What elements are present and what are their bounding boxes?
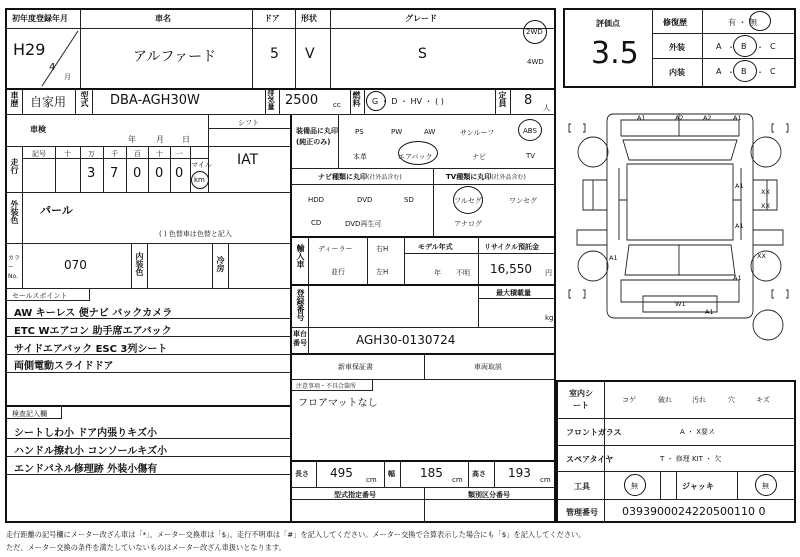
cooler-label: 冷房 <box>216 256 225 272</box>
notes-value: フロアマットなし <box>298 398 378 409</box>
svg-text:A2: A2 <box>703 114 712 122</box>
drive-2wd: 2WD <box>526 28 543 36</box>
interior-label: 内装 <box>669 68 685 77</box>
score-value: 3.5 <box>591 36 639 71</box>
repair-selected-circle <box>749 11 771 31</box>
displacement-label: 排気量 <box>267 89 275 110</box>
equipment-label: 装備品に丸印(純正のみ) <box>296 127 338 146</box>
inspector-line-3: エンドパネル修理跡 外装小傷有 <box>14 464 158 475</box>
height-unit: cm <box>540 476 551 484</box>
type-label: 型式 <box>80 91 89 107</box>
svg-text:A1: A1 <box>609 254 618 262</box>
month-value: 4 <box>49 62 56 73</box>
grade-label: グレード <box>405 14 437 23</box>
svg-text:A1: A1 <box>705 308 714 316</box>
front-glass-value: A ・ X要ス <box>680 428 716 436</box>
nav-header-sub: (社外品含む) <box>367 174 402 181</box>
nav-header <box>318 172 402 182</box>
seat-item-scratch: キズ <box>756 396 770 404</box>
width-label: 幅 <box>388 470 395 478</box>
interior-a: A <box>716 67 722 76</box>
nav-hdd: HDD <box>308 196 325 204</box>
equip-leather: 本革 <box>353 153 367 161</box>
import-parallel: 並行 <box>331 268 345 276</box>
equip-navi: ナビ <box>472 153 486 161</box>
equip-pw: PW <box>391 128 403 136</box>
repair-label: 修復歴 <box>663 18 687 27</box>
tv-header <box>446 172 526 182</box>
exterior-c: C <box>770 42 776 51</box>
door-label: ドア <box>264 14 280 23</box>
shift-value: IAT <box>237 152 259 168</box>
mileage-digit-4: 0 <box>175 166 184 181</box>
width-unit: cm <box>452 476 463 484</box>
seat-item-stain: 汚れ <box>692 396 706 404</box>
svg-text:A1: A1 <box>735 182 744 190</box>
mileage-header-4: 百 <box>134 150 141 158</box>
color-value: パール <box>40 204 73 217</box>
spare-tire-value: T ・ 修理 KIT ・ 欠 <box>660 455 722 463</box>
mgmt-value: 0393900024220500110 0 <box>622 505 766 518</box>
exterior-dot-1: ・ <box>727 43 735 52</box>
front-glass-label: フロントガラス <box>566 428 622 437</box>
reg-label: 登録番号 <box>296 289 305 321</box>
svg-text:XX: XX <box>761 188 770 196</box>
tools-label: 工具 <box>574 482 590 491</box>
interior-color-label: 内装色 <box>135 252 144 276</box>
sales-line-2: ETC Wエアコン 助手席エアバック <box>14 326 172 337</box>
nav-sd: SD <box>404 196 414 204</box>
import-dealer: ディーラー <box>318 245 353 253</box>
equip-aw: AW <box>424 128 436 136</box>
exterior-a: A <box>716 42 722 51</box>
car-damage-diagram <box>563 100 796 380</box>
year-value: H29 <box>13 40 46 59</box>
equip-sunroof: サンルーフ <box>460 129 495 137</box>
spare-tire-label: スペアタイヤ <box>566 455 614 464</box>
import-right-h: 右H <box>376 245 389 253</box>
interior-seat-label: 室内シート <box>569 389 593 410</box>
nav-cd: CD <box>311 219 322 227</box>
displacement-value: 2500 <box>285 93 319 108</box>
type-value: DBA-AGH30W <box>110 93 200 108</box>
recycle-label: リサイクル預託金 <box>484 243 540 251</box>
km-label: km <box>194 176 205 184</box>
model-name-label: 車名 <box>155 14 171 23</box>
max-load-unit: kg <box>545 314 554 322</box>
seat-item-tear: 破れ <box>658 396 672 404</box>
interior-b: B <box>741 67 747 76</box>
score-label: 評価点 <box>596 19 620 28</box>
mileage-digit-0: 3 <box>87 166 96 181</box>
model-year-unknown: 不明 <box>456 269 470 277</box>
shape-value: V <box>305 46 315 62</box>
model-name-value: アルファード <box>133 49 217 65</box>
sales-line-1: AW キーレス 便ナビ バックカメラ <box>14 308 173 319</box>
length-label: 長さ <box>295 470 309 478</box>
svg-text:A2: A2 <box>675 114 684 122</box>
color-no-label: カラーNo. <box>8 255 21 280</box>
mileage-digit-2: 0 <box>133 166 142 181</box>
tv-fullseg: フルセグ <box>454 197 482 205</box>
interior-dot-1: ・ <box>727 68 735 77</box>
sales-line-3: サイドエアバック ESC 3列シート <box>14 344 168 355</box>
sales-points-label: セールスポイント <box>12 292 68 300</box>
recycle-value: 16,550 <box>490 262 532 276</box>
warranty-label: 新車保証書 <box>338 363 373 371</box>
inspection-label: 車検 <box>30 125 46 134</box>
mileage-digit-3: 0 <box>155 166 164 181</box>
inspection-year-unit: 年 <box>128 135 136 144</box>
svg-text:W1: W1 <box>675 300 686 308</box>
usage-value: 自家用 <box>30 95 67 109</box>
mgmt-label: 管理番号 <box>566 508 598 517</box>
capacity-unit: 人 <box>543 104 550 112</box>
mileage-unit: マイル <box>191 161 212 169</box>
jack-value: 無 <box>762 482 769 490</box>
exterior-label: 外装 <box>669 43 685 52</box>
door-value: 5 <box>270 46 279 62</box>
shift-label: シフト <box>238 119 259 127</box>
seat-item-burn: コゲ <box>622 396 636 404</box>
mileage-header-3: 千 <box>111 150 118 158</box>
color-label: 外装色 <box>10 200 19 224</box>
tv-header-sub: (社外品含む) <box>491 174 526 181</box>
repair-options: 有 ・ 無 <box>728 18 758 27</box>
import-label: 輸入車 <box>296 244 305 268</box>
tv-header-text: TV種類に丸印 <box>446 173 492 181</box>
exterior-b: B <box>741 42 747 51</box>
color-note: ( ) 色替車は色替と記入 <box>159 230 232 238</box>
tools-value: 無 <box>631 482 638 490</box>
max-load-label: 最大積載量 <box>496 289 531 297</box>
nav-dvd-playback: DVD再生可 <box>345 220 382 228</box>
svg-text:A1: A1 <box>735 222 744 230</box>
footer-line-2: ただ、メーター交換の条件を満たしていないものはメーター改ざん車扱いとなります。 <box>6 543 286 552</box>
height-value: 193 <box>508 466 531 480</box>
svg-text:A1: A1 <box>733 274 742 282</box>
capacity-label: 定員 <box>498 91 507 107</box>
tv-oneseg: ワンセグ <box>509 197 537 205</box>
svg-text:A1: A1 <box>637 114 646 122</box>
first-reg-label: 初年度登録年月 <box>12 14 68 23</box>
tv-analog: アナログ <box>454 220 482 228</box>
mileage-digit-1: 7 <box>110 166 119 181</box>
svg-text:XX: XX <box>761 202 770 210</box>
type-designation-label: 型式指定番号 <box>334 491 376 499</box>
notes-label: 注意事項・不具合箇所 <box>296 383 357 390</box>
length-value: 495 <box>330 466 353 480</box>
grade-value: S <box>418 46 427 62</box>
length-unit: cm <box>366 476 377 484</box>
capacity-value: 8 <box>524 93 533 108</box>
inspector-line-1: シートしわ小 ドア内張りキズ小 <box>14 428 157 439</box>
inspection-month-unit: 月 <box>156 135 164 144</box>
mileage-header-2: 万 <box>88 150 95 158</box>
month-unit: 月 <box>64 73 71 81</box>
drive-4wd: 4WD <box>527 58 544 66</box>
chassis-value: AGH30-0130724 <box>356 333 456 347</box>
seat-item-hole: 穴 <box>728 396 735 404</box>
jack-label: ジャッキ <box>682 482 714 491</box>
fuel-options: G ・ D ・ HV ・ ( ) <box>372 97 444 106</box>
equip-abs: ABS <box>523 127 537 135</box>
inspection-day-unit: 日 <box>182 135 190 144</box>
svg-text:XX: XX <box>757 252 766 260</box>
mileage-header-0: 記号 <box>32 150 46 158</box>
mileage-header-5: 十 <box>156 150 163 158</box>
model-year-label: モデル年式 <box>418 243 453 251</box>
category-label: 類別区分番号 <box>468 491 510 499</box>
equip-tv: TV <box>526 152 536 160</box>
model-year-unit: 年 <box>434 269 441 277</box>
interior-c: C <box>770 67 776 76</box>
recycle-yen: 円 <box>545 269 552 277</box>
nav-header-text: ナビ種類に丸印 <box>318 173 367 181</box>
shape-label: 形状 <box>301 14 317 23</box>
sales-line-4: 両側電動スライドドア <box>14 361 114 372</box>
nav-dvd: DVD <box>357 196 373 204</box>
width-value: 185 <box>420 466 443 480</box>
exterior-dot-2: ・ <box>756 43 764 52</box>
equip-airbag: エアバック <box>398 153 433 161</box>
mileage-header-6: 一 <box>176 150 183 158</box>
chassis-label: 車台番号 <box>293 330 307 347</box>
height-label: 高さ <box>472 470 486 478</box>
inspector-line-2: ハンドル擦れ小 コンソールキズ小 <box>14 446 168 457</box>
fuel-label: 燃料 <box>352 91 361 107</box>
displacement-unit: cc <box>333 101 341 109</box>
inspector-label: 検査記入欄 <box>12 410 47 418</box>
equip-ps: PS <box>355 128 364 136</box>
usage-label: 車歴 <box>10 91 19 107</box>
svg-text:A1: A1 <box>733 114 742 122</box>
color-no-value: 070 <box>64 258 87 272</box>
footer-line-1: 走行距離の記号欄にメーター改ざん車は「*」、メーター交換車は「$」、走行不明車は「#」を記入してください。メーター交換で合算表示した場合にも「$」を記入してください。 <box>6 530 586 539</box>
import-left-h: 左H <box>376 268 389 276</box>
interior-dot-2: ・ <box>756 68 764 77</box>
mileage-label: 走行 <box>10 158 19 174</box>
manual-label: 車両取説 <box>474 363 502 371</box>
mileage-header-1: 十 <box>64 150 71 158</box>
